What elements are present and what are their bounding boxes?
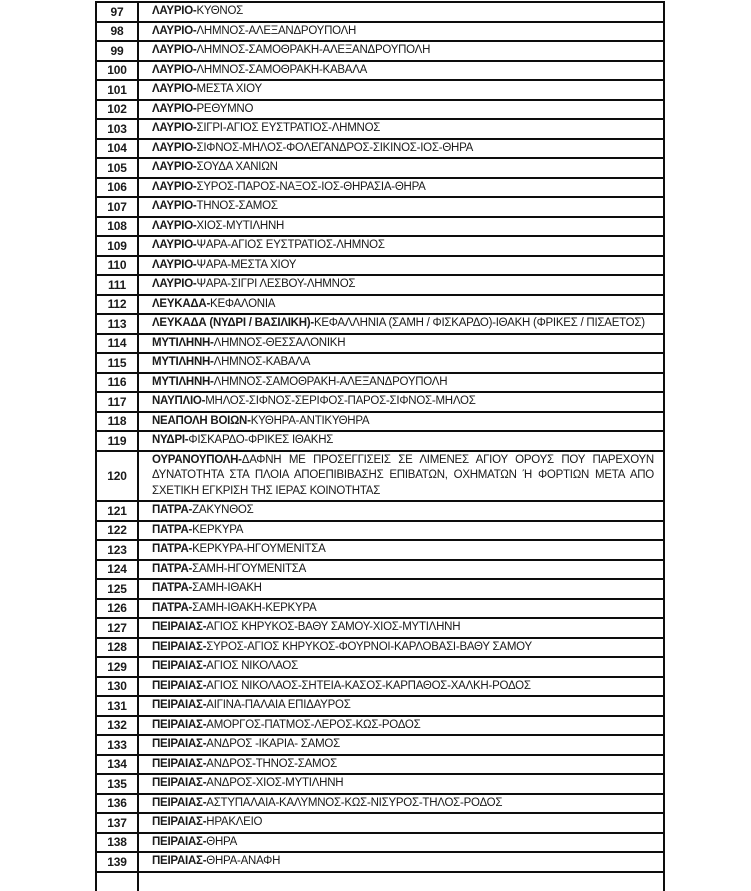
route-text xyxy=(152,4,654,20)
route-text xyxy=(152,297,654,313)
row-number xyxy=(97,873,139,891)
route-origin-port: ΠΕΙΡΑΙΑΣ- xyxy=(152,796,207,809)
route-stops: ΛΗΜΝΟΣ-ΣΑΜΟΘΡΑΚΗ-ΑΛΕΞΑΝΔΡΟΥΠΟΛΗ xyxy=(196,44,431,56)
route-text xyxy=(152,394,654,410)
route-stops: ΑΓΙΟΣ ΝΙΚΟΛΑΟΣ-ΣΗΤΕΙΑ-ΚΑΣΟΣ-ΚΑΡΠΑΘΟΣ-ΧΑΛΚΗ-ΡΟΔΟΣ xyxy=(206,679,531,692)
route-origin-port: ΛΑΥΡΙΟ- xyxy=(152,83,197,95)
route-cell xyxy=(139,335,663,353)
route-origin-port: ΛΑΥΡΙΟ- xyxy=(152,161,197,173)
route-text xyxy=(152,414,654,430)
row-number: 128 xyxy=(97,639,139,657)
route-cell xyxy=(139,3,663,21)
route-text xyxy=(152,336,654,352)
table-row xyxy=(95,23,665,43)
route-origin-port: ΛΑΥΡΙΟ- xyxy=(152,219,197,232)
route-text xyxy=(152,355,654,371)
route-stops: ΡΕΘΥΜΝΟ xyxy=(196,102,254,115)
route-origin-port: ΠΕΙΡΑΙΑΣ- xyxy=(152,816,207,828)
row-number: 99 xyxy=(97,42,139,60)
route-stops: ΑΓΙΟΣ ΝΙΚΟΛΑΟΣ xyxy=(206,660,298,672)
route-origin-port: ΛΑΥΡΙΟ- xyxy=(152,102,197,115)
route-stops: ΣΥΡΟΣ-ΑΓΙΟΣ ΚΗΡΥΚΟΣ-ΦΟΥΡΝΟΙ-ΚΑΡΛΟΒΑΣΙ-ΒΑΘΥ ΣΑΜΟΥ xyxy=(206,640,532,653)
route-stops: ΨΑΡΑ-ΣΙΓΡΙ ΛΕΣΒΟΥ-ΛΗΜΝΟΣ xyxy=(196,278,356,290)
route-origin-port: ΠΕΙΡΑΙΑΣ- xyxy=(152,640,207,653)
table-row xyxy=(95,3,665,23)
row-number: 127 xyxy=(97,619,139,637)
row-number: 121 xyxy=(97,502,139,520)
row-number: 135 xyxy=(97,775,139,793)
row-number: 134 xyxy=(97,756,139,774)
route-origin-port: ΝΕΑΠΟΛΗ ΒΟΙΩΝ- xyxy=(152,414,251,427)
route-cell xyxy=(139,795,663,813)
route-text xyxy=(152,453,654,500)
table-row xyxy=(95,432,665,452)
route-cell xyxy=(139,600,663,618)
route-text xyxy=(152,160,654,176)
table-row xyxy=(95,541,665,561)
row-number: 97 xyxy=(97,3,139,21)
route-origin-port: ΜΥΤΙΛΗΝΗ- xyxy=(152,336,214,349)
row-number: 109 xyxy=(97,237,139,255)
table-row xyxy=(95,81,665,101)
route-origin-port: ΠΕΙΡΑΙΑΣ- xyxy=(152,855,207,867)
table-row xyxy=(95,639,665,659)
table-row xyxy=(95,619,665,639)
route-cell xyxy=(139,276,663,294)
row-number: 137 xyxy=(97,814,139,832)
row-number: 133 xyxy=(97,736,139,754)
route-text xyxy=(152,659,654,675)
route-text xyxy=(152,199,654,215)
route-origin-port: ΛΑΥΡΙΟ- xyxy=(152,63,197,76)
route-cell xyxy=(139,736,663,754)
row-number: 112 xyxy=(97,296,139,314)
table-row xyxy=(95,62,665,82)
route-text xyxy=(152,121,654,137)
row-number: 114 xyxy=(97,335,139,353)
route-text xyxy=(152,180,654,196)
row-number: 132 xyxy=(97,717,139,735)
route-text xyxy=(152,737,654,753)
route-cell xyxy=(139,432,663,450)
route-stops: ΨΑΡΑ-ΑΓΙΟΣ ΕΥΣΤΡΑΤΙΟΣ-ΛΗΜΝΟΣ xyxy=(196,239,385,251)
route-origin-port: ΛΑΥΡΙΟ- xyxy=(152,5,197,17)
route-origin-port: ΜΥΤΙΛΗΝΗ- xyxy=(152,375,214,388)
table-row xyxy=(95,42,665,62)
route-origin-port: ΝΑΥΠΛΙΟ- xyxy=(152,395,206,407)
route-text xyxy=(152,82,654,98)
route-cell xyxy=(139,257,663,275)
table-row xyxy=(95,120,665,140)
route-stops: ΣΑΜΗ-ΗΓΟΥΜΕΝΙΤΣΑ xyxy=(192,562,307,575)
route-stops: ΚΕΦΑΛΛΗΝΙΑ (ΣΑΜΗ / ΦΙΣΚΑΡΔΟ)-ΙΘΑΚΗ (ΦΡΙΚΕΣ / ΠΙΣΑΕΤΟΣ) xyxy=(313,317,645,329)
route-text xyxy=(152,523,654,539)
row-number: 126 xyxy=(97,600,139,618)
route-origin-port: ΠΕΙΡΑΙΑΣ- xyxy=(152,621,207,633)
table-row xyxy=(95,834,665,854)
route-origin-port: ΟΥΡΑΝΟΥΠΟΛΗ- xyxy=(152,453,242,466)
row-number: 104 xyxy=(97,140,139,158)
route-cell xyxy=(139,678,663,696)
route-text xyxy=(152,620,654,636)
route-text xyxy=(152,219,654,235)
route-cell xyxy=(139,159,663,177)
table-row xyxy=(95,678,665,698)
route-stops: ΣΙΦΝΟΣ-ΜΗΛΟΣ-ΦΟΛΕΓΑΝΔΡΟΣ-ΣΙΚΙΝΟΣ-ΙΟΣ-ΘΗΡΑ xyxy=(196,141,474,154)
row-number: 118 xyxy=(97,413,139,431)
route-stops: ΑΣΤΥΠΑΛΑΙΑ-ΚΑΛΥΜΝΟΣ-ΚΩΣ-ΝΙΣΥΡΟΣ-ΤΗΛΟΣ-ΡΟΔΟΣ xyxy=(206,796,503,809)
route-stops: ΧΙΟΣ-ΜΥΤΙΛΗΝΗ xyxy=(196,219,285,232)
route-stops: ΑΓΙΟΣ ΚΗΡΥΚΟΣ-ΒΑΘΥ ΣΑΜΟΥ-ΧΙΟΣ-ΜΥΤΙΛΗΝΗ xyxy=(206,621,461,633)
table-row xyxy=(95,296,665,316)
route-origin-port: ΛΑΥΡΙΟ- xyxy=(152,239,197,251)
route-cell xyxy=(139,561,663,579)
route-stops: ΣΙΓΡΙ-ΑΓΙΟΣ ΕΥΣΤΡΑΤΙΟΣ-ΛΗΜΝΟΣ xyxy=(196,122,381,134)
route-stops: ΤΗΝΟΣ-ΣΑΜΟΣ xyxy=(196,200,278,212)
route-stops: ΔΑΦΝΗ ΜΕ ΠΡΟΣΕΓΓΙΣΕΙΣ ΣΕ ΛΙΜΕΝΕΣ ΑΓΙΟΥ ΟΡΟΥΣ ΠΟΥ ΠΑΡΕΧΟΥΝ ΔΥΝΑΤΟΤΗΤΑ ΣΤΑ ΠΛΟΙΑ ΑΠΟΕΠΙΒΙΒΑΣΗΣ ΕΠΙΒΑΤΩΝ, ΟΧΗΜΑΤΩΝ Ή ΦΟΡΤΙΩΝ ΜΕΤΑ ΑΠΟ ΣΧΕΤΙΚΗ ΕΓΚΡΙΣΗ ΤΗΣ ΙΕΡΑΣ ΚΟΙΝΟΤΗΤΑΣ xyxy=(152,453,654,497)
row-number: 124 xyxy=(97,561,139,579)
route-origin-port: ΠΕΙΡΑΙΑΣ- xyxy=(152,679,207,692)
route-origin-port: ΠΕΙΡΑΙΑΣ- xyxy=(152,699,207,711)
row-number: 139 xyxy=(97,853,139,871)
table-row xyxy=(95,561,665,581)
row-number: 115 xyxy=(97,354,139,372)
route-stops: ΨΑΡΑ-ΜΕΣΤΑ ΧΙΟΥ xyxy=(196,258,297,271)
route-origin-port: ΠΑΤΡΑ- xyxy=(152,562,193,575)
route-stops: ΚΥΘΝΟΣ xyxy=(196,5,243,17)
route-text xyxy=(152,433,654,449)
table-row xyxy=(95,413,665,433)
route-origin-port: ΛΑΥΡΙΟ- xyxy=(152,278,197,290)
route-origin-port: ΠΑΤΡΑ- xyxy=(152,601,193,614)
route-origin-port: ΠΕΙΡΑΙΑΣ- xyxy=(152,738,207,750)
route-cell xyxy=(139,354,663,372)
route-cell xyxy=(139,315,663,333)
ferry-routes-table xyxy=(95,1,665,891)
row-number: 101 xyxy=(97,81,139,99)
route-cell xyxy=(139,541,663,559)
route-text xyxy=(152,562,654,578)
table-row xyxy=(95,354,665,374)
route-cell xyxy=(139,42,663,60)
route-stops: ΣΑΜΗ-ΙΘΑΚΗ-ΚΕΡΚΥΡΑ xyxy=(192,601,317,614)
route-text xyxy=(152,757,654,773)
route-origin-port: ΛΑΥΡΙΟ- xyxy=(152,122,197,134)
route-text xyxy=(152,316,654,332)
route-text xyxy=(152,640,654,656)
route-cell xyxy=(139,237,663,255)
table-row xyxy=(95,315,665,335)
table-row xyxy=(95,159,665,179)
table-row xyxy=(95,452,665,503)
row-number: 102 xyxy=(97,101,139,119)
route-cell xyxy=(139,873,663,891)
route-cell xyxy=(139,81,663,99)
route-cell xyxy=(139,413,663,431)
row-number: 120 xyxy=(97,452,139,501)
row-number: 111 xyxy=(97,276,139,294)
row-number: 138 xyxy=(97,834,139,852)
route-cell xyxy=(139,756,663,774)
route-origin-port: ΛΑΥΡΙΟ- xyxy=(152,200,197,212)
route-stops: ΦΙΣΚΑΡΔΟ-ΦΡΙΚΕΣ ΙΘΑΚΗΣ xyxy=(188,434,334,446)
route-stops: ΑΜΟΡΓΟΣ-ΠΑΤΜΟΣ-ΛΕΡΟΣ-ΚΩΣ-ΡΟΔΟΣ xyxy=(206,718,421,731)
route-stops: ΘΗΡΑ-ΑΝΑΦΗ xyxy=(206,855,281,867)
table-row xyxy=(95,736,665,756)
route-stops: ΑΝΔΡΟΣ -ΙΚΑΡΙΑ- ΣΑΜΟΣ xyxy=(206,738,340,750)
row-number: 103 xyxy=(97,120,139,138)
route-origin-port: ΝΥΔΡΙ- xyxy=(152,434,189,446)
route-text xyxy=(152,24,654,40)
route-stops: ΛΗΜΝΟΣ-ΑΛΕΞΑΝΔΡΟΥΠΟΛΗ xyxy=(196,24,357,37)
route-origin-port: ΛΕΥΚΑΔΑ- xyxy=(152,297,211,310)
route-cell xyxy=(139,814,663,832)
route-cell xyxy=(139,619,663,637)
route-text xyxy=(152,796,654,812)
route-cell xyxy=(139,296,663,314)
route-origin-port: ΠΕΙΡΑΙΑΣ- xyxy=(152,718,207,731)
route-origin-port: ΠΕΙΡΑΙΑΣ- xyxy=(152,835,207,848)
table-row xyxy=(95,198,665,218)
route-origin-port: ΛΑΥΡΙΟ- xyxy=(152,258,197,271)
route-cell xyxy=(139,101,663,119)
route-text xyxy=(152,815,654,831)
route-origin-port: ΠΑΤΡΑ- xyxy=(152,543,193,555)
route-stops: ΛΗΜΝΟΣ-ΘΕΣΣΑΛΟΝΙΚΗ xyxy=(213,336,346,349)
route-stops: ΑΝΔΡΟΣ-ΧΙΟΣ-ΜΥΤΙΛΗΝΗ xyxy=(206,777,344,789)
table-row xyxy=(95,335,665,355)
route-text xyxy=(152,776,654,792)
route-text xyxy=(152,238,654,254)
route-stops: ΚΕΡΚΥΡΑ-ΗΓΟΥΜΕΝΙΤΣΑ xyxy=(192,543,326,555)
route-origin-port: ΠΑΤΡΑ- xyxy=(152,582,193,594)
row-number: 122 xyxy=(97,522,139,540)
route-text xyxy=(152,63,654,79)
route-text xyxy=(152,258,654,274)
route-stops: ΚΕΦΑΛΟΝΙΑ xyxy=(210,297,276,310)
route-stops: ΚΥΘΗΡΑ-ΑΝΤΙΚΥΘΗΡΑ xyxy=(250,414,370,427)
route-stops: ΛΗΜΝΟΣ-ΣΑΜΟΘΡΑΚΗ-ΑΛΕΞΑΝΔΡΟΥΠΟΛΗ xyxy=(213,375,448,388)
row-number: 131 xyxy=(97,697,139,715)
route-stops: ΣΥΡΟΣ-ΠΑΡΟΣ-ΝΑΞΟΣ-ΙΟΣ-ΘΗΡΑΣΙΑ-ΘΗΡΑ xyxy=(196,180,426,193)
route-cell xyxy=(139,393,663,411)
route-stops: ΑΝΔΡΟΣ-ΤΗΝΟΣ-ΣΑΜΟΣ xyxy=(206,757,337,770)
route-stops: ΣΑΜΗ-ΙΘΑΚΗ xyxy=(192,582,262,594)
route-cell xyxy=(139,502,663,520)
route-cell xyxy=(139,120,663,138)
route-stops: ΚΕΡΚΥΡΑ xyxy=(192,523,244,536)
route-text xyxy=(152,698,654,714)
route-cell xyxy=(139,639,663,657)
row-number: 106 xyxy=(97,179,139,197)
route-cell xyxy=(139,658,663,676)
route-text xyxy=(152,854,654,870)
route-stops: ΑΙΓΙΝΑ-ΠΑΛΑΙΑ ΕΠΙΔΑΥΡΟΣ xyxy=(206,699,351,711)
route-stops: ΛΗΜΝΟΣ-ΚΑΒΑΛΑ xyxy=(213,356,311,368)
route-origin-port: ΜΥΤΙΛΗΝΗ- xyxy=(152,356,214,368)
table-row xyxy=(95,600,665,620)
route-origin-port: ΛΑΥΡΙΟ- xyxy=(152,141,197,154)
route-text xyxy=(152,375,654,391)
table-row xyxy=(95,218,665,238)
route-cell xyxy=(139,374,663,392)
route-cell xyxy=(139,522,663,540)
route-origin-port: ΠΕΙΡΑΙΑΣ- xyxy=(152,757,207,770)
row-number: 125 xyxy=(97,580,139,598)
table-row xyxy=(95,697,665,717)
row-number: 107 xyxy=(97,198,139,216)
table-row xyxy=(95,374,665,394)
row-number: 116 xyxy=(97,374,139,392)
route-cell xyxy=(139,23,663,41)
route-cell xyxy=(139,218,663,236)
route-text xyxy=(152,277,654,293)
table-row xyxy=(95,179,665,199)
route-text xyxy=(152,141,654,157)
route-cell xyxy=(139,198,663,216)
table-row xyxy=(95,775,665,795)
row-number: 98 xyxy=(97,23,139,41)
route-text xyxy=(152,679,654,695)
route-cell xyxy=(139,580,663,598)
row-number: 123 xyxy=(97,541,139,559)
route-origin-port: ΛΑΥΡΙΟ- xyxy=(152,24,197,37)
table-row-clipped xyxy=(95,873,665,891)
table-row xyxy=(95,393,665,413)
table-row xyxy=(95,257,665,277)
route-stops: ΜΕΣΤΑ ΧΙΟΥ xyxy=(196,83,262,95)
row-number: 113 xyxy=(97,315,139,333)
table-row xyxy=(95,853,665,873)
row-number: 117 xyxy=(97,393,139,411)
row-number: 100 xyxy=(97,62,139,80)
route-text xyxy=(152,601,654,617)
route-stops: ΛΗΜΝΟΣ-ΣΑΜΟΘΡΑΚΗ-ΚΑΒΑΛΑ xyxy=(196,63,368,76)
route-cell xyxy=(139,834,663,852)
row-number: 129 xyxy=(97,658,139,676)
route-origin-port: ΠΕΙΡΑΙΑΣ- xyxy=(152,777,207,789)
route-stops: ΜΗΛΟΣ-ΣΙΦΝΟΣ-ΣΕΡΙΦΟΣ-ΠΑΡΟΣ-ΣΙΦΝΟΣ-ΜΗΛΟΣ xyxy=(205,395,476,407)
table-row xyxy=(95,658,665,678)
table-row xyxy=(95,276,665,296)
route-text xyxy=(152,503,654,519)
route-origin-port: ΠΕΙΡΑΙΑΣ- xyxy=(152,660,207,672)
route-text xyxy=(152,835,654,851)
table-row xyxy=(95,717,665,737)
route-stops: ΖΑΚΥΝΘΟΣ xyxy=(192,504,254,516)
route-text xyxy=(152,102,654,118)
route-origin-port: ΛΑΥΡΙΟ- xyxy=(152,44,197,56)
row-number: 110 xyxy=(97,257,139,275)
route-text xyxy=(152,581,654,597)
row-number: 119 xyxy=(97,432,139,450)
table-row xyxy=(95,140,665,160)
route-origin-port: ΛΑΥΡΙΟ- xyxy=(152,180,197,193)
route-cell xyxy=(139,452,663,501)
table-row xyxy=(95,522,665,542)
route-cell xyxy=(139,697,663,715)
route-text xyxy=(152,718,654,734)
row-number: 105 xyxy=(97,159,139,177)
route-cell xyxy=(139,62,663,80)
route-text xyxy=(152,542,654,558)
route-stops: ΘΗΡΑ xyxy=(206,835,238,848)
table-row xyxy=(95,756,665,776)
route-stops: ΣΟΥΔΑ ΧΑΝΙΩΝ xyxy=(196,161,278,173)
table-row xyxy=(95,580,665,600)
route-cell xyxy=(139,717,663,735)
route-cell xyxy=(139,853,663,871)
route-cell xyxy=(139,140,663,158)
route-origin-port: ΠΑΤΡΑ- xyxy=(152,523,193,536)
route-stops: ΗΡΑΚΛΕΙΟ xyxy=(206,816,263,828)
table-row xyxy=(95,814,665,834)
route-cell xyxy=(139,179,663,197)
route-cell xyxy=(139,775,663,793)
route-origin-port: ΛΕΥΚΑΔΑ (ΝΥΔΡΙ / ΒΑΣΙΛΙΚΗ)- xyxy=(152,317,314,329)
row-number: 136 xyxy=(97,795,139,813)
row-number: 108 xyxy=(97,218,139,236)
route-origin-port: ΠΑΤΡΑ- xyxy=(152,504,193,516)
table-row xyxy=(95,237,665,257)
row-number: 130 xyxy=(97,678,139,696)
route-text xyxy=(152,43,654,59)
table-row xyxy=(95,101,665,121)
table-row xyxy=(95,502,665,522)
table-row xyxy=(95,795,665,815)
